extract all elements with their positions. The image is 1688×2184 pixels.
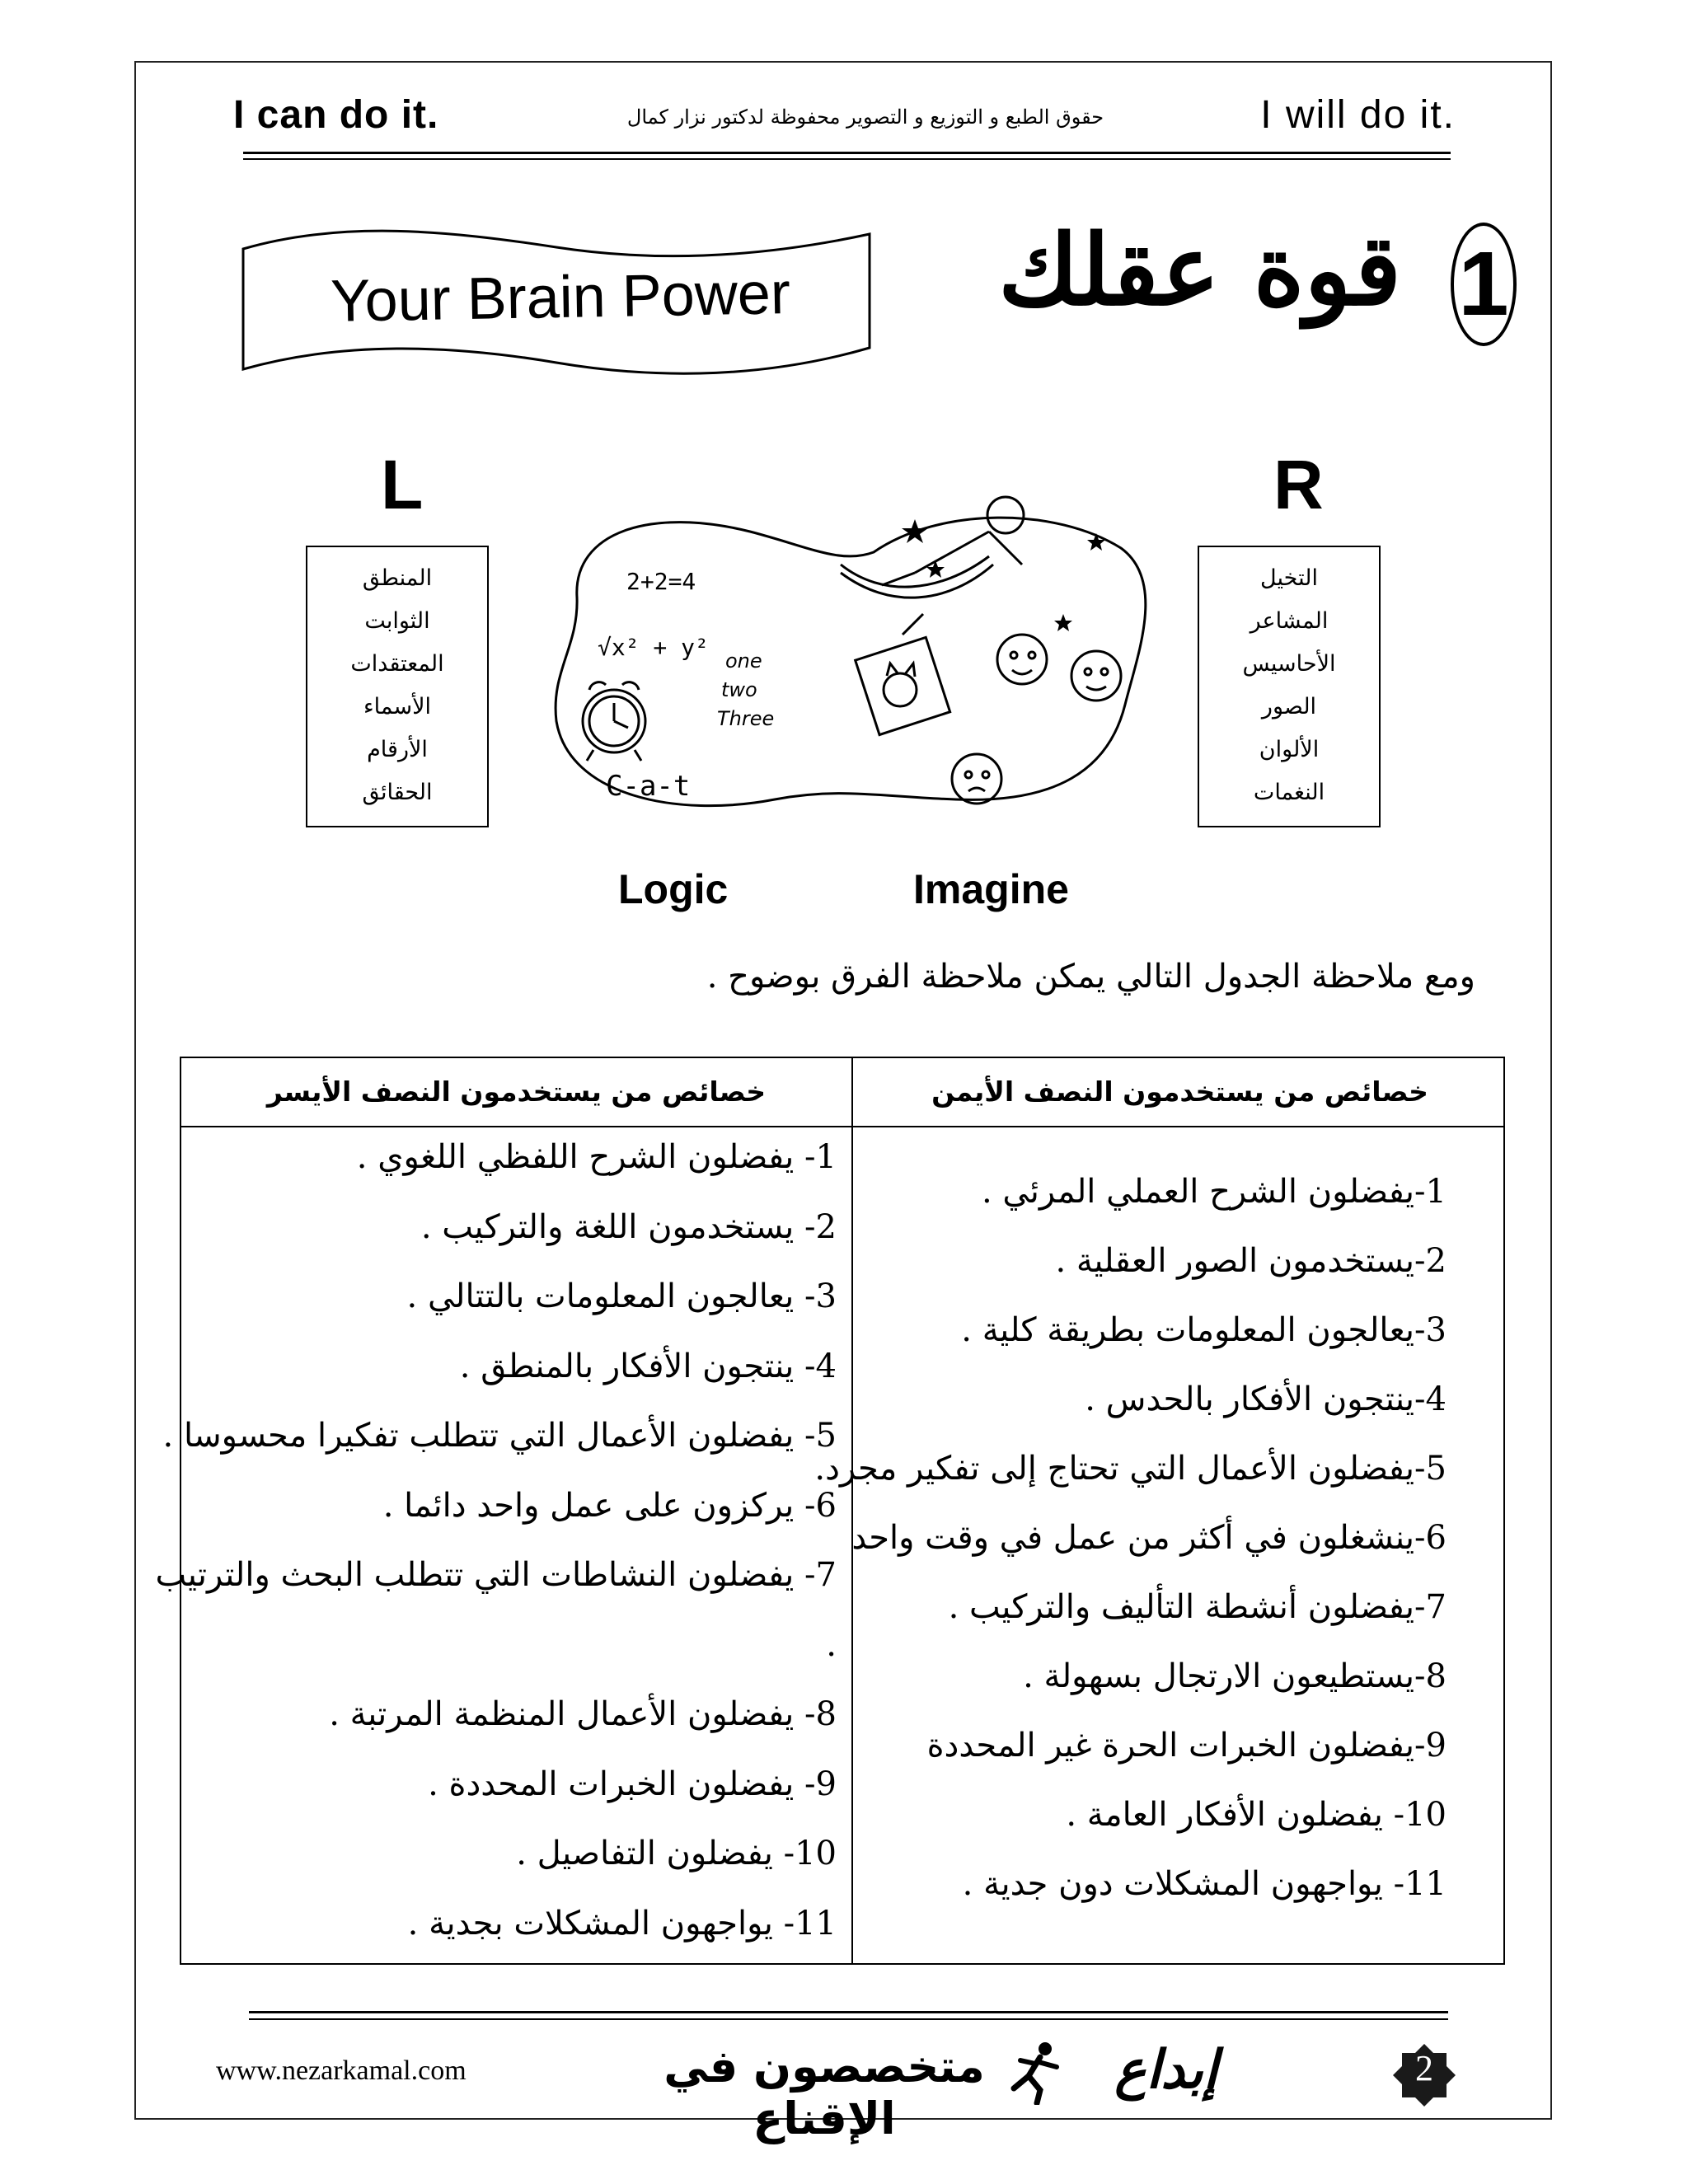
left-trait-item: 5- يفضلون الأعمال التي تتطلب تفكيرا محسوسا . xyxy=(162,1417,837,1455)
left-list-item: المعتقدات xyxy=(350,651,444,677)
left-list-item: الأسماء xyxy=(363,694,432,719)
count-one: one xyxy=(725,649,762,673)
right-hemisphere-list xyxy=(1198,546,1381,827)
right-list-item: التخيل xyxy=(1260,565,1318,591)
right-trait-item: 11- يواجهون المشكلات دون جدية . xyxy=(962,1865,1447,1903)
right-list-item: الأحاسيس xyxy=(1242,651,1336,677)
page-number: 2 xyxy=(1415,2048,1433,2088)
logic-label: Logic xyxy=(618,866,729,912)
table-header-left: خصائص من يستخدمون النصف الأيسر xyxy=(266,1076,767,1108)
header-rule-top xyxy=(243,152,1451,154)
left-list-item: الحقائق xyxy=(362,780,433,805)
table-header-right: خصائص من يستخدمون النصف الأيمن xyxy=(931,1076,1428,1108)
right-trait-item: 6-ينشغلون في أكثر من عمل في وقت واحد xyxy=(851,1519,1447,1557)
left-traits-list xyxy=(155,1122,837,1958)
left-hemisphere-list xyxy=(306,546,489,827)
left-list-item: الأرقام xyxy=(367,737,428,762)
right-trait-item: 8-يستطيعون الارتجال بسهولة . xyxy=(1023,1657,1447,1695)
header-copyright: حقوق الطبع و التوزيع و التصوير محفوظة لدكتور نزار كمال xyxy=(626,105,1104,129)
header-motto-left: I can do it. xyxy=(233,93,439,137)
left-trait-item: . xyxy=(826,1625,837,1664)
left-trait-item: 6- يركزون على عمل واحد دائما . xyxy=(382,1486,837,1525)
right-traits-list xyxy=(814,1157,1447,1919)
lesson-number-badge: 1 xyxy=(1451,223,1517,346)
right-hemisphere-letter: R xyxy=(1273,446,1324,523)
right-trait-item: 1-يفضلون الشرح العملي المرئي . xyxy=(981,1173,1447,1211)
right-trait-item: 10- يفضلون الأفكار العامة . xyxy=(1066,1796,1447,1834)
footer-website: www.nezarkamal.com xyxy=(216,2055,467,2086)
left-trait-item: 1- يفضلون الشرح اللفظي اللغوي . xyxy=(356,1138,837,1176)
left-list-item: المنطق xyxy=(362,565,433,591)
left-hemisphere-letter: L xyxy=(381,446,424,523)
brain-illustration xyxy=(528,474,1154,845)
right-trait-item: 5-يفضلون الأعمال التي تحتاج إلى تفكير مجرد. xyxy=(814,1450,1447,1488)
left-trait-item: 10- يفضلون التفاصيل . xyxy=(516,1835,837,1872)
right-list-item: النغمات xyxy=(1253,780,1325,805)
equation-text: 2+2=4 xyxy=(626,568,696,595)
left-trait-item: 9- يفضلون الخبرات المحددة . xyxy=(428,1765,837,1803)
brain-outline xyxy=(556,518,1146,806)
title-arabic: قوة عقلك xyxy=(998,213,1401,327)
left-trait-item: 11- يواجهون المشكلات بجدية . xyxy=(407,1904,837,1943)
right-list-item: الألوان xyxy=(1259,737,1320,762)
header-motto-right: I will do it. xyxy=(1260,93,1456,137)
title-english: Your Brain Power xyxy=(330,260,791,335)
right-trait-item: 9-يفضلون الخبرات الحرة غير المحددة xyxy=(926,1727,1447,1765)
right-list-item: الصور xyxy=(1261,694,1317,719)
footer-brand xyxy=(659,2039,1220,2144)
right-trait-item: 4-ينتجون الأفكار بالحدس . xyxy=(1085,1380,1447,1418)
left-list-item: الثوابت xyxy=(364,608,430,634)
left-trait-item: 2- يستخدمون اللغة والتركيب . xyxy=(420,1207,837,1246)
left-trait-item: 7- يفضلون النشاطات التي تتطلب البحث والترتيب xyxy=(155,1556,837,1594)
right-list-item: المشاعر xyxy=(1250,608,1329,634)
right-trait-item: 3-يعالجون المعلومات بطريقة كلية . xyxy=(961,1311,1447,1349)
count-two: two xyxy=(721,678,757,701)
spelling-text: C-a-t xyxy=(606,770,691,803)
footer-rule-top xyxy=(249,2011,1448,2013)
left-trait-item: 3- يعالجون المعلومات بالتتالي . xyxy=(406,1277,837,1315)
right-trait-item: 2-يستخدمون الصور العقلية . xyxy=(1055,1242,1447,1280)
count-three: Three xyxy=(717,707,775,730)
header-rule-bottom xyxy=(243,158,1451,160)
left-trait-item: 4- ينتجون الأفكار بالمنطق . xyxy=(459,1347,837,1385)
root-text: √x² + y² xyxy=(598,634,709,661)
intro-sentence: ومع ملاحظة الجدول التالي يمكن ملاحظة الفرق بوضوح . xyxy=(706,958,1475,996)
right-trait-item: 7-يفضلون أنشطة التأليف والتركيب . xyxy=(948,1588,1447,1626)
brand-slogan: متخصصون في الإقناع xyxy=(663,2041,985,2144)
left-trait-item: 8- يفضلون الأعمال المنظمة المرتبة . xyxy=(329,1695,837,1733)
footer-rule-bottom xyxy=(249,2018,1448,2020)
imagine-label: Imagine xyxy=(913,866,1069,912)
brand-mark: إبداع xyxy=(1114,2039,1218,2101)
runner-icon xyxy=(997,2039,1071,2105)
